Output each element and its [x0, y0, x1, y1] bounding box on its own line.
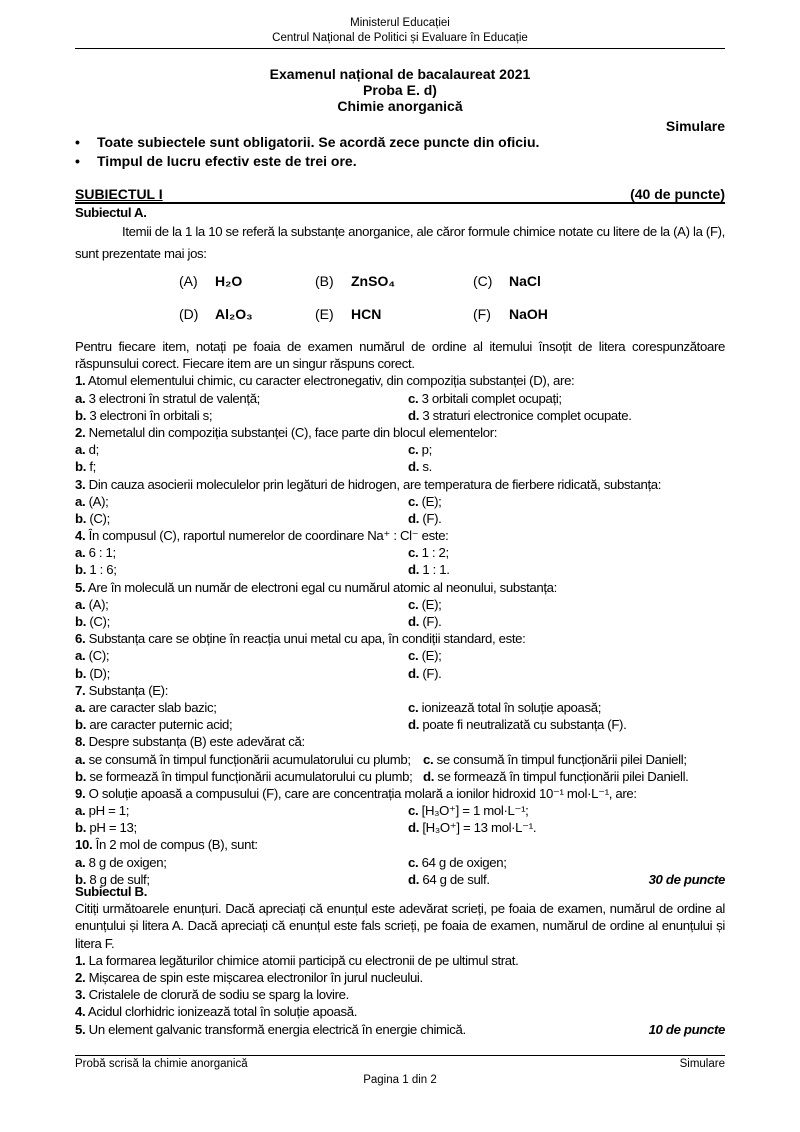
answer-option-b — [75, 459, 96, 474]
option-letter: a. — [75, 854, 89, 870]
exam-subject: Chimie anorganică — [337, 98, 463, 114]
answer-row — [75, 407, 725, 424]
option-text: (E); — [421, 493, 442, 509]
question — [75, 630, 725, 647]
answer-row — [75, 716, 725, 733]
option-text: [H₃O⁺] = 13 mol·L⁻¹. — [422, 820, 537, 836]
option-letter: b. — [75, 871, 90, 887]
option-text: poate fi neutralizată cu substanța (F). — [422, 717, 627, 733]
option-text: (C); — [89, 510, 110, 526]
option-text: (F). — [422, 510, 442, 526]
page-number: Pagina 1 din 2 — [363, 1074, 437, 1086]
answer-option-d — [408, 510, 441, 527]
question-number: 1. — [75, 373, 86, 389]
subject-a-instruction: Pentru fiecare item, notați pe foaia de examen numărul de ordine al itemului însoțit de litera corespunzătoare răspunsului corect. Fiecare item are un singur răspuns corect. — [75, 339, 725, 372]
option-text: 8 g de oxigen; — [88, 854, 167, 870]
question-text: Atomul elementului chimic, cu caracter electronegativ, din compoziția substanței (D), are: — [87, 373, 575, 389]
subject-b-heading: Subiectul B. — [75, 884, 148, 899]
question-text: Are în moleculă un număr de electroni egal cu numărul atomic al neonului, substanța: — [87, 579, 557, 595]
option-letter: d. — [408, 562, 423, 578]
option-letter: d. — [408, 407, 423, 423]
option-letter: d. — [408, 510, 423, 526]
question-number: 2. — [75, 424, 86, 440]
substance-c: (C) NaCl — [473, 273, 541, 289]
answer-option-b — [75, 562, 117, 577]
option-letter: a. — [75, 751, 89, 767]
option-text: (E); — [421, 648, 442, 664]
question — [75, 476, 725, 493]
question-number: 3. — [75, 476, 86, 492]
answer-option-c — [408, 493, 441, 510]
subject-a-intro: Itemii de la 1 la 10 se referă la substanțe anorganice, ale căror formule chimice notate cu litere de la (A) la (F), sunt prezentate mai jos: — [75, 224, 725, 262]
answer-row — [75, 544, 725, 561]
subject-a-points: 30 de puncte — [648, 871, 725, 887]
answer-row — [75, 390, 725, 407]
option-letter: d. — [408, 820, 423, 836]
answer-option-c — [408, 647, 441, 664]
answer-option-d — [423, 768, 688, 785]
option-letter: b. — [75, 614, 90, 630]
exam-subtitle: Proba E. d) — [363, 82, 437, 98]
option-text: 1 : 6; — [89, 562, 117, 578]
option-letter: c. — [408, 545, 422, 561]
option-letter: a. — [75, 648, 89, 664]
option-text: 3 straturi electronice complet ocupate. — [422, 407, 632, 423]
statement-text: Cristalele de clorură de sodiu se sparg la lovire. — [88, 987, 349, 1003]
answer-option-c — [408, 544, 449, 561]
answer-row — [75, 647, 725, 664]
answer-option-c — [408, 596, 441, 613]
question — [75, 836, 725, 853]
question — [75, 579, 725, 596]
answer-option-d — [408, 716, 626, 733]
option-letter: d. — [408, 665, 423, 681]
question — [75, 424, 725, 441]
question-number: 7. — [75, 682, 86, 698]
option-letter: a. — [75, 596, 89, 612]
option-letter: a. — [75, 390, 89, 406]
option-letter: c. — [408, 390, 422, 406]
statements-list — [75, 952, 725, 1038]
answer-option-a — [75, 597, 108, 612]
option-text: f; — [89, 459, 96, 475]
option-letter: b. — [75, 459, 90, 475]
question-text: Substanța (E): — [88, 682, 169, 698]
option-text: d; — [88, 442, 99, 458]
subject-a-heading: Subiectul A. — [75, 205, 147, 220]
statement-number: 1. — [75, 952, 86, 968]
answer-option-b — [75, 717, 232, 732]
option-text: 64 g de sulf. — [422, 871, 490, 887]
option-text: (F). — [422, 614, 442, 630]
answer-row — [75, 802, 725, 819]
answer-option-d — [408, 613, 441, 630]
header-divider — [75, 48, 725, 49]
substance-d: (D) Al₂O₃ — [179, 306, 253, 322]
subject-b-block — [75, 883, 725, 1038]
question-text: Despre substanța (B) este adevărat că: — [88, 734, 305, 750]
answer-option-a — [75, 648, 109, 663]
option-text: pH = 1; — [88, 803, 130, 819]
option-letter: c. — [408, 648, 422, 664]
substance-f: (F) NaOH — [473, 306, 548, 322]
option-text: 6 : 1; — [88, 545, 116, 561]
option-text: are caracter puternic acid; — [89, 717, 233, 733]
statement-text: La formarea legăturilor chimice atomii participă cu electronii de pe ultimul strat. — [88, 952, 519, 968]
option-text: ionizează total în soluție apoasă; — [421, 699, 602, 715]
option-text: (C); — [89, 614, 110, 630]
option-text: (A); — [88, 493, 109, 509]
instructions-list — [75, 133, 539, 171]
statement-number: 2. — [75, 970, 86, 985]
subject-1-points: (40 de puncte) — [630, 186, 725, 202]
option-text: (E); — [421, 596, 442, 612]
option-text: se formează în timpul funcționării acumulatorului cu plumb; — [89, 768, 413, 784]
question — [75, 682, 725, 699]
option-text: (F). — [422, 665, 442, 681]
substance-b: (B) ZnSO₄ — [315, 273, 396, 289]
option-text: 3 orbitali complet ocupați; — [421, 390, 562, 406]
option-letter: b. — [75, 768, 90, 784]
footer-divider — [75, 1055, 725, 1056]
footer-right: Simulare — [679, 1058, 725, 1070]
statement-text: Mișcarea de spin este mișcarea electronilor în jurul nucleului. — [88, 970, 423, 985]
answer-row — [75, 613, 725, 630]
answer-row — [75, 561, 725, 578]
option-text: (D); — [89, 665, 110, 681]
answer-row — [75, 493, 725, 510]
question-text: Din cauza asocierii moleculelor prin legături de hidrogen, are temperatura de fierbere ridicată, substanța: — [88, 476, 662, 492]
statement — [75, 969, 725, 986]
option-text: 8 g de sulf; — [89, 871, 150, 887]
statement-number: 5. — [75, 1021, 86, 1037]
answer-option-a — [75, 391, 260, 406]
answer-option-d — [408, 561, 450, 578]
answer-option-c — [408, 390, 562, 407]
option-text: 1 : 2; — [421, 545, 449, 561]
answer-option-b — [75, 820, 137, 835]
option-letter: a. — [75, 493, 89, 509]
option-text: se consumă în timpul funcționării acumulatorului cu plumb; — [88, 751, 411, 767]
instruction-item: • Timpul de lucru efectiv este de trei ore. — [75, 153, 357, 169]
option-text: p; — [421, 442, 432, 458]
footer-left: Probă scrisă la chimie anorganică — [75, 1058, 248, 1070]
question — [75, 785, 725, 802]
question-number: 9. — [75, 785, 86, 801]
option-letter: c. — [408, 803, 422, 819]
answer-option-a — [75, 700, 217, 715]
option-text: 3 electroni în stratul de valență; — [88, 390, 260, 406]
option-letter: b. — [75, 820, 90, 836]
question-text: O soluție apoasă a compusului (F), care are concentrația molară a ionilor hidroxid 10⁻¹ mol·L⁻¹, are: — [88, 785, 637, 801]
bullet-icon: • — [75, 153, 80, 169]
option-letter: d. — [408, 459, 423, 475]
bullet-icon: • — [75, 134, 80, 150]
option-letter: c. — [408, 596, 422, 612]
option-letter: b. — [75, 562, 90, 578]
answer-option-b — [75, 614, 110, 629]
answer-option-c — [408, 802, 528, 819]
answer-option-a — [75, 545, 116, 560]
option-letter: a. — [75, 803, 89, 819]
answer-option-b — [75, 408, 212, 423]
option-text: pH = 13; — [89, 820, 137, 836]
option-letter: d. — [408, 614, 423, 630]
answer-option-c — [408, 854, 507, 871]
option-letter: a. — [75, 545, 89, 561]
answer-row — [75, 458, 725, 475]
answer-row — [75, 441, 725, 458]
option-text: are caracter slab bazic; — [88, 699, 217, 715]
statement-number: 3. — [75, 987, 86, 1003]
answer-row — [75, 596, 725, 613]
option-text: 1 : 1. — [422, 562, 450, 578]
items-list — [75, 372, 725, 888]
statement — [75, 986, 725, 1003]
option-text: (A); — [88, 596, 109, 612]
answer-row — [75, 510, 725, 527]
substances-row — [0, 306, 800, 324]
answer-option-d — [408, 407, 632, 424]
answer-option-c — [408, 441, 432, 458]
answer-option-a — [75, 803, 129, 818]
answer-row — [75, 699, 725, 716]
option-letter: d. — [423, 768, 438, 784]
question-number: 4. — [75, 528, 86, 544]
question-text: Substanța care se obține în reacția unui metal cu apa, în condiții standard, este: — [88, 631, 526, 647]
answer-row — [75, 665, 725, 682]
question-text: Nemetalul din compoziția substanței (C), face parte din blocul elementelor: — [88, 424, 498, 440]
answer-option-b — [75, 769, 412, 784]
center-name: Centrul Național de Politici și Evaluare în Educație — [272, 32, 528, 44]
option-letter: a. — [75, 442, 89, 458]
subject-1-header — [75, 186, 725, 204]
statement — [75, 1021, 725, 1038]
question — [75, 372, 725, 389]
answer-option-a — [75, 494, 108, 509]
option-letter: b. — [75, 717, 90, 733]
option-text: se formează în timpul funcționării pilei Daniell. — [437, 768, 689, 784]
exam-title: Examenul național de bacalaureat 2021 — [269, 66, 531, 82]
option-letter: b. — [75, 407, 90, 423]
answer-option-d — [408, 819, 536, 836]
subject-1-title: SUBIECTUL I — [75, 186, 163, 202]
question-text: În 2 mol de compus (B), sunt: — [95, 837, 258, 853]
simulation-tag: Simulare — [665, 118, 725, 134]
answer-row — [75, 751, 725, 768]
option-letter: c. — [408, 493, 422, 509]
option-letter: c. — [408, 854, 422, 870]
answer-row — [75, 819, 725, 836]
option-letter: c. — [408, 699, 422, 715]
question-number: 10. — [75, 837, 93, 853]
answer-option-c — [423, 751, 687, 768]
subject-a-intro-block — [75, 204, 725, 265]
subject-b-instruction: Citiți următoarele enunțuri. Dacă apreciați că enunțul este adevărat scrieți, pe foaia de examen, numărul de ordine al enunțului și litera A. Dacă apreciați că enunțul este fals scrieți, pe foaia de examen, numărul de ordine al enunțului și litera F. — [75, 901, 725, 951]
question-number: 8. — [75, 734, 86, 750]
option-letter: a. — [75, 699, 89, 715]
option-letter: c. — [423, 751, 437, 767]
ministry-name: Ministerul Educației — [350, 17, 450, 29]
question — [75, 527, 725, 544]
answer-option-a — [75, 442, 99, 457]
question-number: 6. — [75, 631, 86, 647]
statement-number: 4. — [75, 1004, 86, 1020]
answer-option-b — [75, 666, 110, 681]
subject-b-points: 10 de puncte — [648, 1021, 725, 1037]
option-letter: b. — [75, 510, 90, 526]
answer-option-b — [75, 511, 110, 526]
statement-text: Acidul clorhidric ionizează total în soluție apoasă. — [87, 1004, 358, 1020]
option-text: s. — [422, 459, 432, 475]
option-letter: c. — [408, 442, 422, 458]
option-letter: d. — [408, 871, 423, 887]
instruction-item: • Toate subiectele sunt obligatorii. Se acordă zece puncte din oficiu. — [75, 134, 540, 150]
option-text: [H₃O⁺] = 1 mol·L⁻¹; — [421, 803, 529, 819]
question — [75, 733, 725, 750]
statement — [75, 952, 725, 969]
option-text: se consumă în timpul funcționării pilei Daniell; — [436, 751, 687, 767]
question-text: În compusul (C), raportul numerelor de coordinare Na⁺ : Cl⁻ este: — [88, 528, 449, 544]
answer-option-c — [408, 699, 601, 716]
option-letter: d. — [408, 717, 423, 733]
option-text: (C); — [88, 648, 110, 664]
substance-e: (E) HCN — [315, 306, 382, 322]
question-number: 5. — [75, 579, 86, 595]
answer-option-a — [75, 752, 411, 767]
answer-option-d — [408, 458, 432, 475]
option-text: 3 electroni în orbitali s; — [89, 407, 213, 423]
option-text: 64 g de oxigen; — [421, 854, 507, 870]
answer-row — [75, 768, 725, 785]
answer-option-a — [75, 855, 167, 870]
statement-text: Un element galvanic transformă energia electrică în energie chimică. — [88, 1021, 466, 1037]
substances-row — [0, 273, 800, 291]
substance-a: (A) H₂O — [179, 273, 243, 289]
subject-a-items — [75, 338, 725, 888]
answer-option-d — [408, 665, 441, 682]
option-letter: b. — [75, 665, 90, 681]
statement — [75, 1003, 725, 1020]
answer-row — [75, 854, 725, 871]
